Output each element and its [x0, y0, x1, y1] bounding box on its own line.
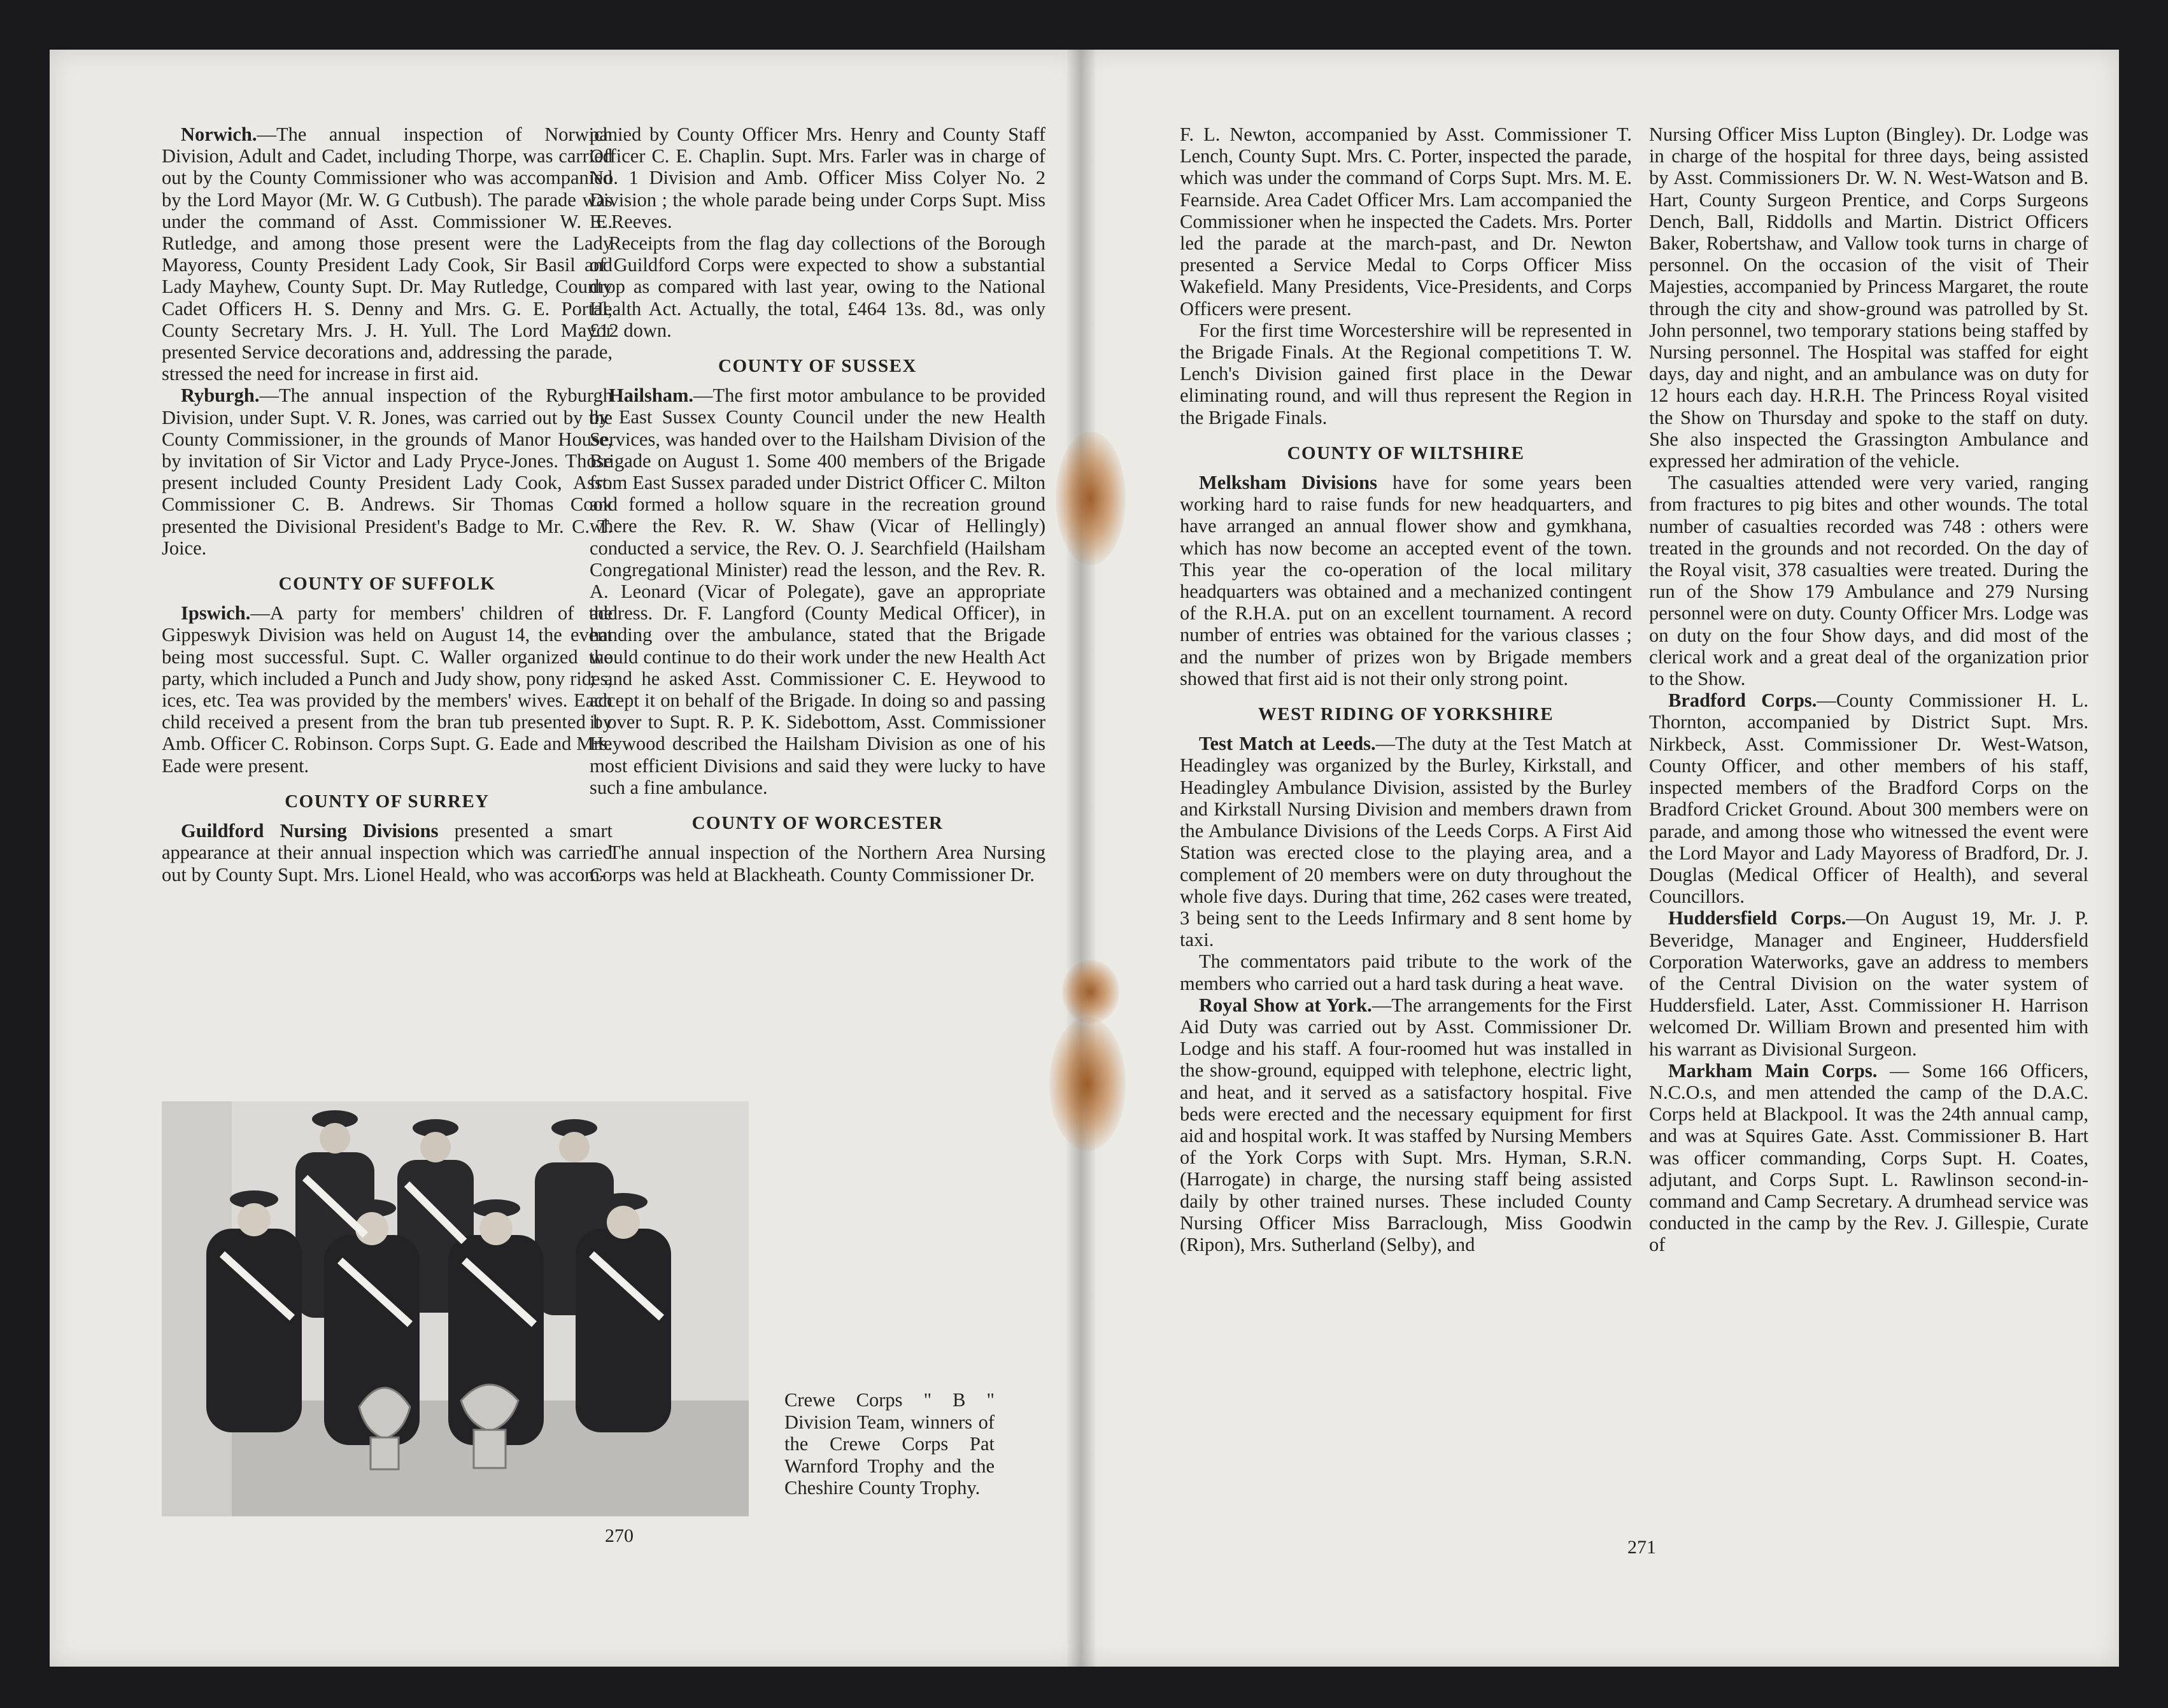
flag-day-paragraph: Receipts from the flag day collections of the Borough of Guildford Corps were expected to show a substantial drop as compared with last year, owing to the National Health Act. Actually, the total, £464 13s. 8d., was only £12 down. — [590, 232, 1045, 341]
huddersfield-paragraph: Huddersfield Corps.—On August 19, Mr. J. P. Beveridge, Manager and Engineer, Huddersfield Corporation Waterworks, gave an address to members of the Central Division on the water system of Huddersfield. Later, Asst. Commissioner H. Harrison welcomed Dr. William Brown and presented him with his warrant as Divisional Surgeon. — [1649, 907, 2088, 1060]
guildford-paragraph: Guildford Nursing Divisions presented a smart appearance at their annual inspection which was carried out by County Supt. Mrs. Lionel Heald, who was accom- — [162, 820, 613, 886]
run-in-heading: Norwich. — [181, 124, 257, 145]
section-heading-wiltshire: COUNTY OF WILTSHIRE — [1287, 442, 1525, 463]
run-in-heading: Huddersfield Corps. — [1668, 907, 1846, 929]
open-booklet-spread — [50, 50, 2119, 1667]
book-gutter — [1067, 50, 1095, 1667]
right-page — [1081, 50, 2119, 1667]
right-column-2 — [1649, 124, 2088, 1256]
run-in-heading: Ipswich. — [181, 602, 251, 625]
left-column-1 — [162, 124, 613, 886]
rust-stain — [1056, 432, 1126, 565]
page-number-left: 270 — [605, 1525, 634, 1546]
team-photograph — [162, 1101, 749, 1516]
photo-caption: Crewe Corps " B " Division Team, winners of the Crewe Corps Pat Warnford Trophy and the Cheshire County Trophy. — [784, 1389, 995, 1499]
left-page — [50, 50, 1081, 1667]
section-heading-west-riding: WEST RIDING OF YORKSHIRE — [1258, 704, 1554, 725]
commentators-paragraph: The commentators paid tribute to the work of the members who carried out a hard task during a heat wave. — [1180, 950, 1632, 994]
section-heading-worcester: COUNTY OF WORCESTER — [691, 813, 944, 834]
brigade-finals-paragraph: For the first time Worcestershire will be represented in the Brigade Finals. At the Regional competitions T. W. Lench's Division gained first place in the Dewar eliminating round, and will thus represent the Region in the Brigade Finals. — [1180, 319, 1632, 428]
hailsham-paragraph: Hailsham.—The first motor ambulance to be provided by East Sussex County Council under the new Health Services, was handed over to the Hailsham Division of the Brigade on August 1. Some 400 members of the Brigade from East Sussex paraded under District Officer C. Milton and formed a hollow square in the recreation ground where the Rev. R. W. Shaw (Vicar of Hellingly) conducted a service, the Rev. O. J. Searchfield (Hailsham Congregational Minister) read the lesson, and the Rev. R. A. Leonard (Vicar of Polegate), gave an appropriate address. Dr. F. Langford (County Medical Officer), in handing over the ambulance, stated that the Brigade would continue to do their work under the new Health Act ; and he asked Asst. Commissioner C. E. Heywood to accept it on behalf of the Brigade. In doing so and passing it over to Supt. R. P. K. Sidebottom, Asst. Commissioner Heywood described the Hailsham Division as one of his most efficient Divisions and said they were lucky to have such a fine ambulance. — [590, 385, 1045, 798]
casualties-paragraph: The casualties attended were very varied, ranging from fractures to pig bites and other wounds. The total number of casualties recorded was 748 : others were treated in the grounds and not recorded. On the day of the Royal visit, 378 casualties were treated. During the run of the Show 179 Ambulance and 279 Nursing personnel were on duty. County Officer Mrs. Lodge was on duty on the four Show days, and did most of the clerical work and a great deal of the organization prior to the Show. — [1649, 472, 2088, 690]
markham-paragraph: Markham Main Corps. — Some 166 Officers, N.C.O.s, and men attended the camp of the D.A.C. Corps held at Blackpool. It was the 24th annual camp, and was at Squires Gate. Asst. Commissioner B. Hart was officer commanding, Corps Supt. H. Coates, adjutant, and Corps Supt. L. Rawlinson second-in-command and Camp Secretary. A drumhead service was conducted in the camp by the Rev. J. Gillespie, Curate of — [1649, 1059, 2089, 1256]
bradford-paragraph: Bradford Corps.—County Commissioner H. L. Thornton, accompanied by District Supt. Mrs. Nirkbeck, Asst. Commissioner Dr. West-Watson, County Officer, and other members of his staff, inspected members of the Bradford Corps on the Bradford Cricket Ground. About 300 members were on parade, and among those who witnessed the event were the Lord Mayor and Lady Mayoress of Bradford, Dr. J. Douglas (Medical Officer of Health), and several Councillors. — [1649, 689, 2088, 908]
left-column-2 — [590, 124, 1045, 886]
run-in-heading: Ryburgh. — [181, 385, 260, 407]
worcester-paragraph: The annual inspection of the Northern Area Nursing Corps was held at Blackheath. County Commissioner Dr. — [590, 842, 1045, 886]
run-in-heading: Markham Main Corps. — [1668, 1059, 1878, 1082]
run-in-heading: Guildford Nursing Divisions — [181, 820, 439, 842]
royal-show-continued-paragraph: Nursing Officer Miss Lupton (Bingley). Dr. Lodge was in charge of the hospital for three days, being assisted by Asst. Commissioners Dr. W. N. West-Watson and B. Hart, County Surgeon Prentice, and Corps Surgeons Dench, Ball, Riddolls and Martin. District Officers Baker, Robertshaw, and Vallow took turns in charge of personnel. On the occasion of the visit of Their Majesties, accompanied by Princess Margaret, the route through the city and show-ground was patrolled by St. John personnel, two temporary stations being staffed by Nursing personnel. The Hospital was staffed for eight days, day and night, and an ambulance was on duty for 12 hours each day. H.R.H. The Princess Royal visited the Show on Thursday and spoke to the staff on duty. She also inspected the Grassington Ambulance and expressed her admiration of the vehicle. — [1649, 124, 2088, 472]
section-heading-sussex: COUNTY OF SUSSEX — [718, 356, 917, 377]
run-in-heading: Hailsham. — [609, 385, 694, 407]
section-heading-surrey: COUNTY OF SURREY — [285, 791, 490, 812]
team-photograph-image — [162, 1101, 749, 1516]
guildford-continued-paragraph: panied by County Officer Mrs. Henry and County Staff Officer C. E. Chaplin. Supt. Mrs. Farler was in charge of No. 1 Division and Amb. Officer Miss Colyer No. 2 Division ; the whole parade being under Corps Supt. Miss E. Reeves. — [590, 124, 1045, 232]
section-heading-suffolk: COUNTY OF SUFFOLK — [278, 574, 496, 595]
worcester-continued-paragraph: F. L. Newton, accompanied by Asst. Commissioner T. Lench, County Supt. Mrs. C. Porter, inspected the parade, which was under the command of Corps Supt. Mrs. M. E. Fearnside. Area Cadet Officer Mrs. Lam accompanied the Commissioner when he inspected the Cadets. Mrs. Porter led the parade at the march-past, and Dr. Newton presented a Service Medal to Corps Officer Miss Wakefield. Many Presidents, Vice-Presidents, and Corps Officers were present. — [1180, 124, 1632, 320]
rust-stain — [1062, 960, 1119, 1024]
ipswich-paragraph: Ipswich.—A party for members' children of the Gippeswyk Division was held on August 14, the event being most successful. Supt. C. Waller organized the party, which included a Punch and Judy show, pony rides, ices, etc. Tea was provided by the members' wives. Each child received a present from the bran tub presented by Amb. Officer C. Robinson. Corps Supt. G. Eade and Mrs. Eade were present. — [162, 602, 613, 777]
run-in-heading: Test Match at Leeds. — [1199, 733, 1376, 755]
run-in-heading: Melksham Divisions — [1199, 472, 1378, 494]
run-in-heading: Bradford Corps. — [1668, 689, 1817, 712]
royal-show-paragraph: Royal Show at York.—The arrangements for the First Aid Duty was carried out by Asst. Commissioner Dr. Lodge and his staff. A four-roomed hut was installed in the show-ground, equipped with telephone, electric light, and heat, and it served as a satisfactory hospital. Five beds were erected and the necessary equipment for first aid and hospital work. It was staffed by Nursing Members of the York Corps with Supt. Mrs. Hyman, S.R.N. (Harrogate) in charge, the nursing staff being assisted daily by other trained nurses. These included County Nursing Officer Miss Barraclough, Miss Goodwin (Ripon), Mrs. Sutherland (Selby), and — [1180, 994, 1632, 1255]
right-column-1 — [1180, 124, 1632, 1255]
rust-stain — [1049, 1017, 1126, 1151]
melksham-paragraph: Melksham Divisions have for some years been working hard to raise funds for new headquarters, and have arranged an annual flower show and gymkhana, which has now become an accepted event of the town. This year the co-operation of the local military headquarters was obtained and a mechanized contingent of the R.H.A. put on an excellent tournament. A record number of entries was obtained for the various classes ; and the number of prizes won by Brigade members showed that first aid is not their only strong point. — [1180, 472, 1632, 689]
page-number-right: 271 — [1627, 1537, 1656, 1558]
test-match-paragraph: Test Match at Leeds.—The duty at the Test Match at Headingley was organized by the Burley, Kirkstall, and Headingley Ambulance Division, assisted by the Burley and Kirkstall Nursing Division and members drawn from the Ambulance Divisions of the Leeds Corps. A First Aid Station was erected close to the playing area, and a complement of 20 members were on duty throughout the whole five days. During that time, 262 cases were treated, 3 being sent to the Leeds Infirmary and 8 sent home by taxi. — [1180, 733, 1632, 951]
run-in-heading: Royal Show at York. — [1199, 994, 1372, 1016]
norwich-paragraph: Norwich.—The annual inspection of Norwich Division, Adult and Cadet, including Thorpe, was carried out by the County Commissioner who was accompanied by the Lord Mayor (Mr. W. G Cutbush). The parade was under the command of Asst. Commissioner W. E. Rutledge, and among those present were the Lady Mayoress, County President Lady Cook, Sir Basil and Lady Mayhew, County Supt. Dr. May Rutledge, County Cadet Officers H. S. Denny and Mrs. G. E. Portal, County Secretary Mrs. J. H. Yull. The Lord Mayor presented Service decorations and, addressing the parade, stressed the need for increase in first aid. — [162, 124, 613, 385]
ryburgh-paragraph: Ryburgh.—The annual inspection of the Ryburgh Division, under Supt. V. R. Jones, was carried out by the County Commissioner, in the grounds of Manor House, by invitation of Sir Victor and Lady Pryce-Jones. Those present included County President Lady Cook, Asst. Commissioner C. B. Andrews. Sir Thomas Cook presented the Divisional President's Badge to Mr. C. T. Joice. — [162, 385, 613, 559]
